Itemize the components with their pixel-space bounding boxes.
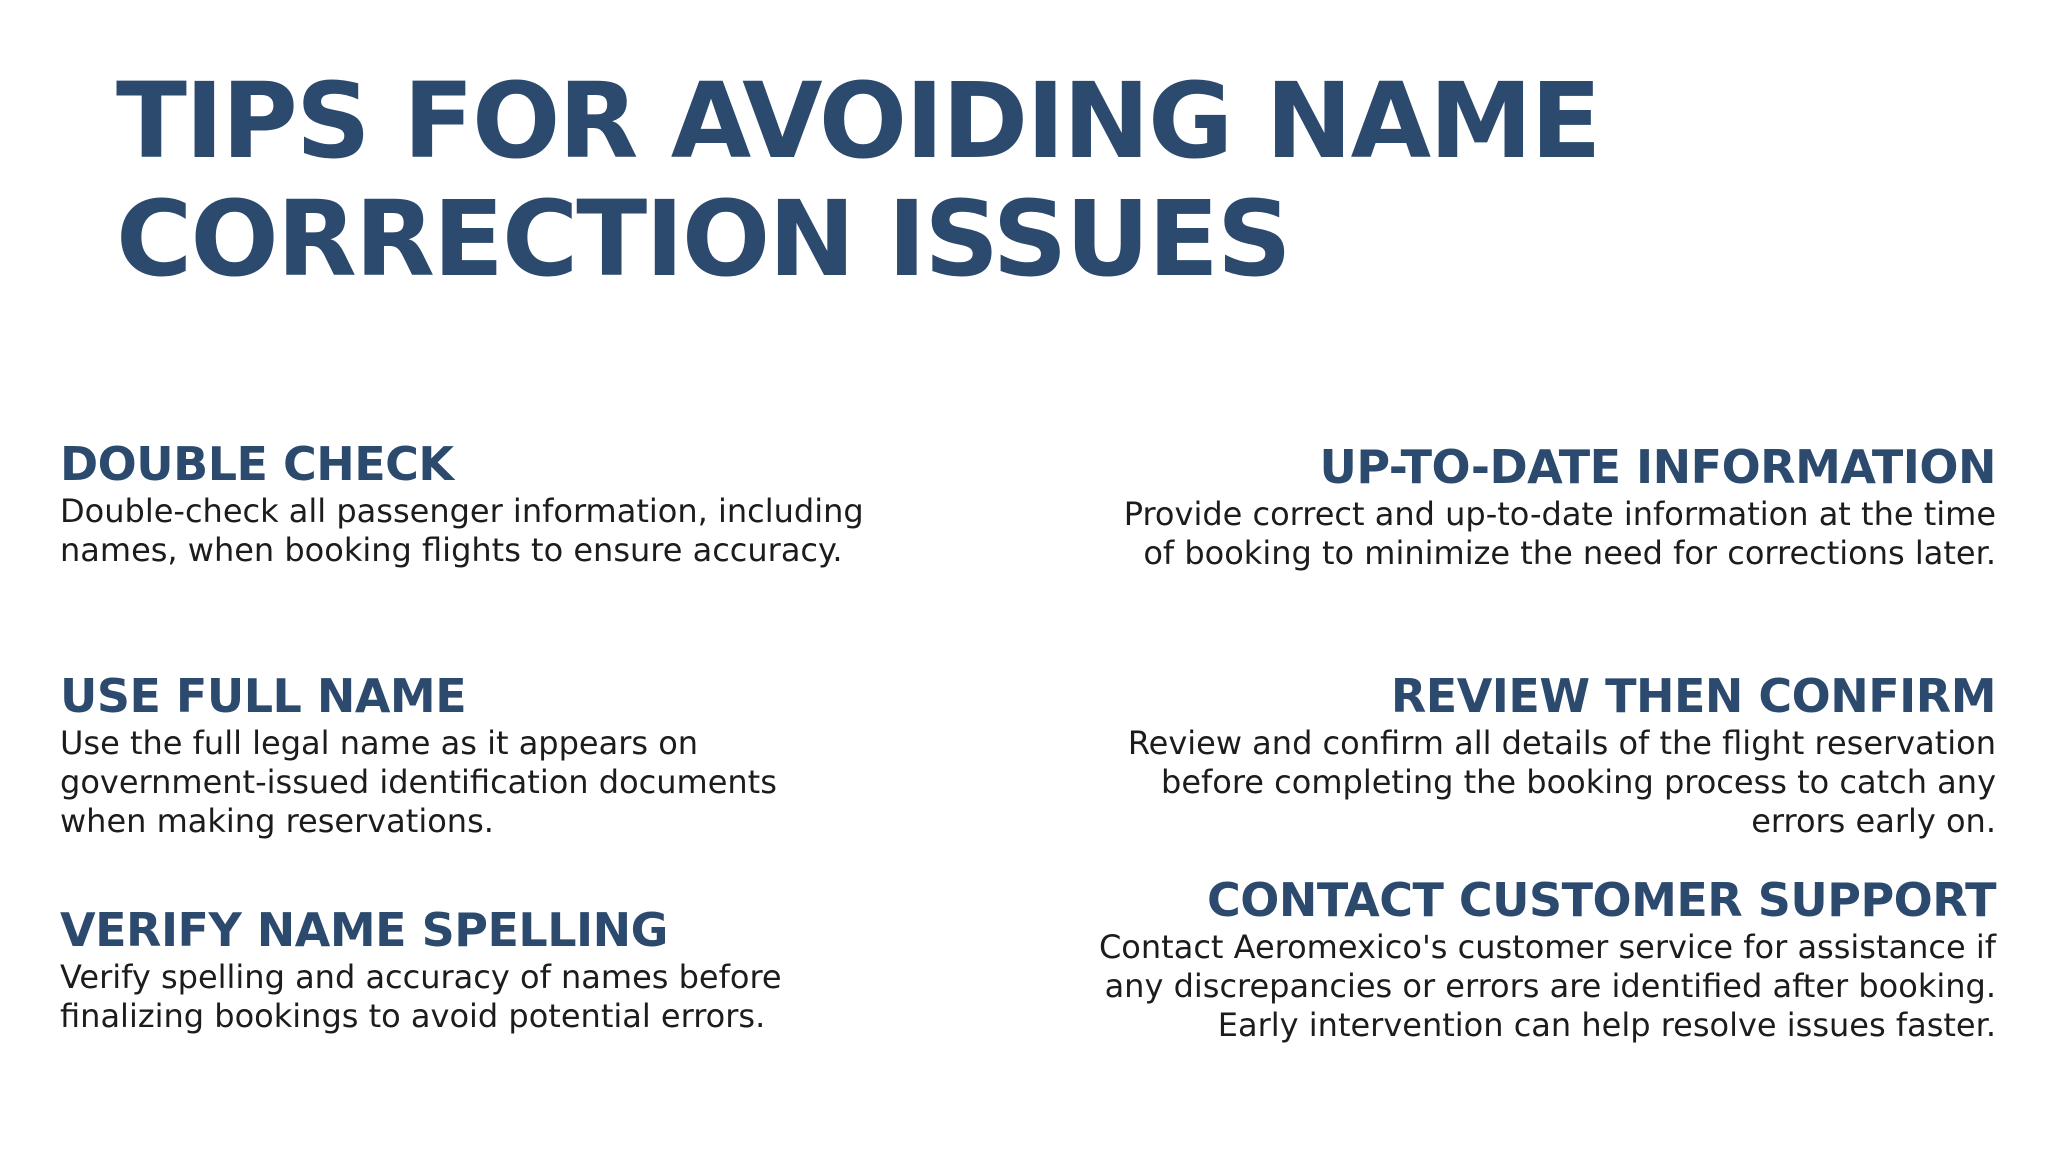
tip-double-check — [60, 436, 1020, 570]
tip-heading: USE FULL NAME — [60, 669, 467, 723]
tip-body — [1036, 928, 1996, 1045]
tip-body-line: when making reservations. — [60, 802, 494, 840]
tip-body — [60, 492, 940, 570]
page-title-line-2: CORRECTION ISSUES — [116, 178, 1290, 300]
tip-body — [1036, 495, 1996, 573]
tip-heading: DOUBLE CHECK — [60, 437, 454, 491]
tip-heading: REVIEW THEN CONFIRM — [1390, 669, 1996, 723]
tip-body-line: names, when booking flights to ensure accuracy. — [60, 531, 843, 569]
tip-body — [60, 724, 940, 841]
tip-body — [60, 958, 940, 1036]
tip-heading: VERIFY NAME SPELLING — [60, 903, 668, 957]
tip-heading: UP-TO-DATE INFORMATION — [1319, 440, 1996, 494]
tip-body-line: errors early on. — [1751, 802, 1996, 840]
tip-use-full-name — [60, 668, 1020, 841]
tip-body — [1036, 724, 1996, 841]
tip-body-line: Review and confirm all details of the flight reservation — [1127, 724, 1996, 762]
page-title — [116, 62, 1816, 298]
tip-body-line: finalizing bookings to avoid potential errors. — [60, 997, 766, 1035]
tip-review-then-confirm — [1036, 668, 1996, 841]
tip-body-line: Use the full legal name as it appears on — [60, 724, 699, 762]
tip-body-line: Early intervention can help resolve issues faster. — [1217, 1006, 1996, 1044]
tip-body-line: Contact Aeromexico's customer service for assistance if — [1098, 928, 1996, 966]
tip-up-to-date-information — [1036, 439, 1996, 573]
tip-body-line: before completing the booking process to catch any — [1161, 763, 1996, 801]
tip-body-line: Double-check all passenger information, including — [60, 492, 864, 530]
tip-heading: CONTACT CUSTOMER SUPPORT — [1206, 873, 1996, 927]
tip-verify-name-spelling — [60, 902, 1020, 1036]
tip-body-line: government-issued identification documents — [60, 763, 777, 801]
tip-body-line: of booking to minimize the need for corrections later. — [1143, 534, 1996, 572]
tip-body-line: any discrepancies or errors are identified after booking. — [1104, 967, 1996, 1005]
tip-body-line: Verify spelling and accuracy of names before — [60, 958, 782, 996]
tip-body-line: Provide correct and up-to-date information at the time — [1123, 495, 1996, 533]
page-title-line-1: TIPS FOR AVOIDING NAME — [116, 60, 1600, 182]
tip-contact-customer-support — [1036, 872, 1996, 1045]
